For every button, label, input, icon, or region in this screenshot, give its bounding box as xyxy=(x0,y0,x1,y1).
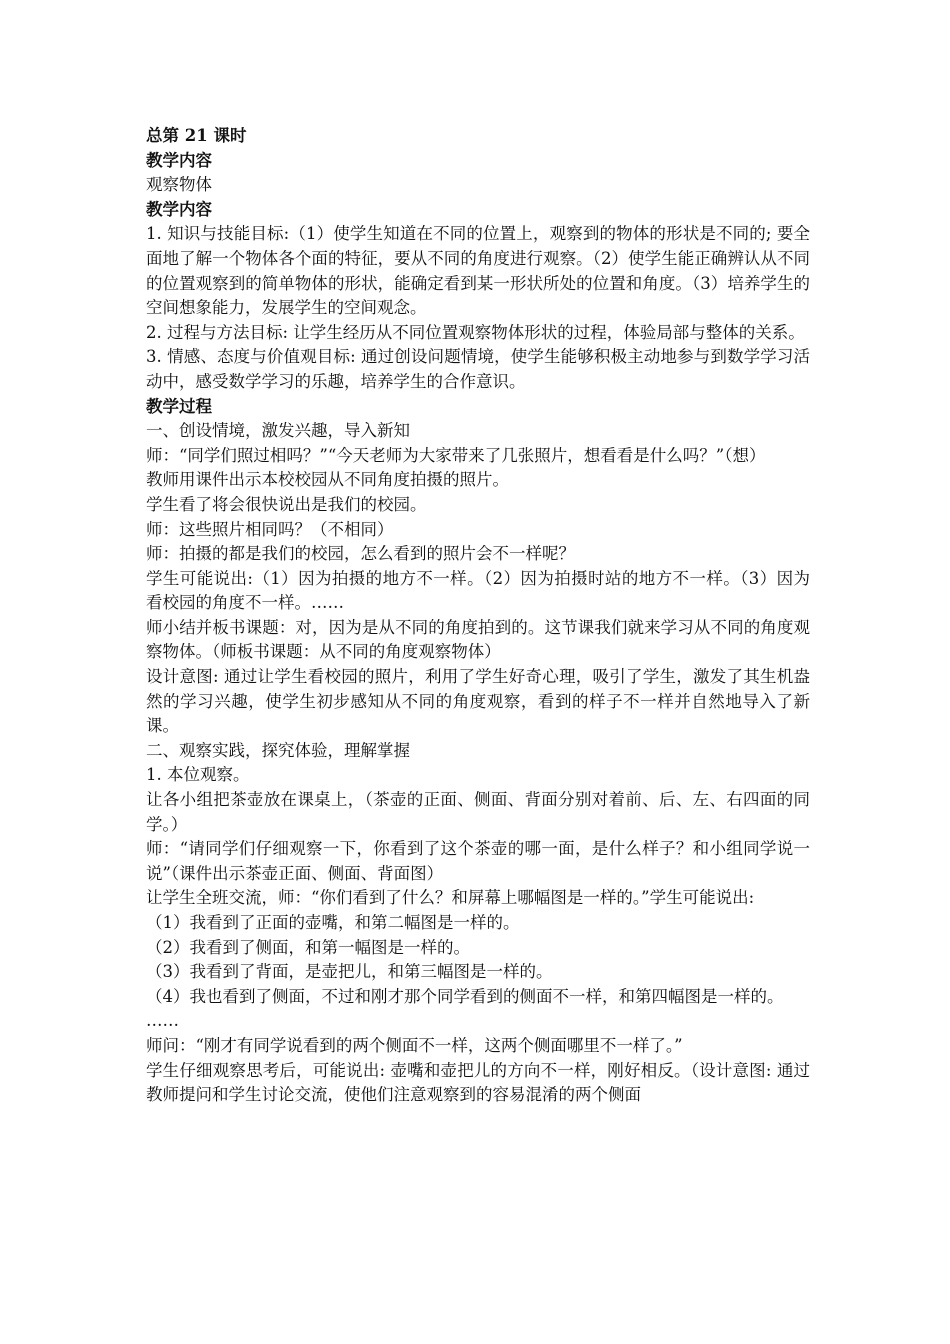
document-page xyxy=(146,124,810,1108)
ellipsis: …… xyxy=(146,1011,179,1031)
goal-attitude: 3. 情感、态度与价值观目标: 通过创设问题情境，使学生能够积极主动地参与到数学学习活动中，感受数学学习的乐趣，培养学生的合作意识。 xyxy=(146,347,810,391)
lesson-number: 总第 21 课时 xyxy=(146,126,247,145)
goal-process: 2. 过程与方法目标: 让学生经历从不同位置观察物体形状的过程，体验局部与整体的关系。 xyxy=(146,322,805,342)
paragraph: 师小结并板书课题：对，因为是从不同的角度拍到的。这节课我们就来学习从不同的角度观察物体。（师板书课题：从不同的角度观察物体） xyxy=(146,617,810,662)
answer-item: （2）我看到了侧面，和第一幅图是一样的。 xyxy=(146,937,470,957)
paragraph: 让各小组把茶壶放在课桌上，（茶壶的正面、侧面、背面分别对着前、后、左、右四面的同学。） xyxy=(146,790,810,834)
section-two-title: 二、观察实践，探究体验，理解掌握 xyxy=(146,740,410,760)
section-one-title: 一、创设情境，激发兴趣，导入新知 xyxy=(146,421,410,441)
paragraph: 让学生全班交流，师：“你们看到了什么？和屏幕上哪幅图是一样的。”学生可能说出: xyxy=(146,888,755,908)
goal-knowledge: 1. 知识与技能目标:（1）使学生知道在不同的位置上，观察到的物体的形状是不同的; 要全面地了解一个物体各个面的特征，要从不同的角度进行观察。（2）使学生能正确辨认从不同的位置观察到的简单物体的形状，能确定看到某一形状所处的位置和角度。（3）培养学生的空间想象能力，发展学生的空间观念。 xyxy=(146,224,810,318)
paragraph: 学生仔细观察思考后，可能说出: 壶嘴和壶把儿的方向不一样，刚好相反。（设计意图: 通过教师提问和学生讨论交流，使他们注意观察到的容易混淆的两个侧面 xyxy=(146,1060,810,1105)
paragraph: 师问：“刚才有同学说看到的两个侧面不一样，这两个侧面哪里不一样了。” xyxy=(146,1035,683,1055)
lesson-topic: 观察物体 xyxy=(146,175,212,195)
subsection-title: 1. 本位观察。 xyxy=(146,765,250,785)
answer-item: （4）我也看到了侧面，不过和刚才那个同学看到的侧面不一样，和第四幅图是一样的。 xyxy=(146,986,784,1006)
paragraph: 师：这些照片相同吗？（不相同） xyxy=(146,519,394,539)
paragraph: 师：“同学们照过相吗？”“今天老师为大家带来了几张照片，想看看是什么吗？”（想） xyxy=(146,445,766,465)
heading-goals: 教学内容 xyxy=(146,199,212,219)
paragraph: 学生可能说出:（1）因为拍摄的地方不一样。（2）因为拍摄时站的地方不一样。（3）因为看校园的角度不一样。…… xyxy=(146,568,810,613)
heading-content: 教学内容 xyxy=(146,150,212,170)
design-intent: 设计意图: 通过让学生看校园的照片，利用了学生好奇心理，吸引了学生，激发了其生机盎然的学习兴趣，使学生初步感知从不同的角度观察，看到的样子不一样并自然地导入了新课。 xyxy=(146,667,810,736)
answer-item: （1）我看到了正面的壶嘴，和第二幅图是一样的。 xyxy=(146,913,520,932)
paragraph: 师：拍摄的都是我们的校园，怎么看到的照片会不一样呢？ xyxy=(146,544,575,564)
paragraph: 教师用课件出示本校校园从不同角度拍摄的照片。 xyxy=(146,470,509,490)
paragraph: 师：“请同学们仔细观察一下，你看到了这个茶壶的哪一面，是什么样子？和小组同学说一说”（课件出示茶壶正面、侧面、背面图） xyxy=(146,839,810,883)
paragraph: 学生看了将会很快说出是我们的校园。 xyxy=(146,494,427,514)
answer-item: （3）我看到了背面，是壶把儿，和第三幅图是一样的。 xyxy=(146,962,553,982)
heading-process: 教学过程 xyxy=(146,396,212,416)
